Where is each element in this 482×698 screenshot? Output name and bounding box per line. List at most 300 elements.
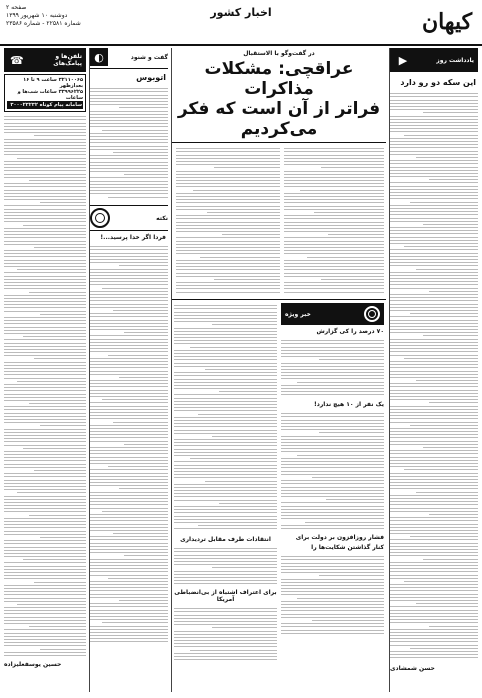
text-line — [390, 530, 478, 531]
text-line — [281, 391, 384, 392]
text-line — [390, 103, 478, 104]
text-line — [176, 171, 280, 172]
column-footer: حسین یوسفعلیزاده — [4, 661, 62, 668]
text-line — [390, 304, 478, 305]
text-line — [390, 176, 478, 177]
text-line — [4, 652, 86, 653]
text-line — [90, 597, 168, 598]
text-line — [390, 549, 478, 550]
text-line — [23, 448, 86, 449]
text-line — [108, 578, 168, 579]
text-line — [390, 371, 478, 372]
text-line — [4, 476, 86, 477]
text-line — [90, 133, 168, 134]
text-line — [174, 471, 277, 472]
text-line — [212, 627, 277, 628]
text-line — [390, 594, 478, 595]
text-line — [113, 310, 168, 311]
text-line — [390, 552, 478, 553]
text-line — [4, 333, 86, 334]
text-line — [176, 273, 280, 274]
text-line — [4, 231, 86, 232]
text-line — [4, 199, 86, 200]
text-line — [4, 256, 86, 257]
text-line — [90, 485, 168, 486]
text-line — [321, 167, 384, 168]
text-line — [390, 348, 478, 349]
text-line — [90, 171, 168, 172]
text-line — [281, 614, 384, 615]
text-line — [90, 281, 168, 282]
text-line — [390, 131, 478, 132]
text-line — [174, 555, 277, 556]
text-line — [4, 387, 86, 388]
text-line — [281, 569, 384, 570]
text-line — [281, 633, 384, 634]
text-line — [281, 528, 384, 529]
text-line — [390, 422, 478, 423]
text-line — [176, 148, 280, 149]
text-line — [4, 486, 86, 487]
special-headline-1: ۷۰ درصد را کی گزارش — [316, 328, 384, 335]
text-line — [176, 151, 280, 152]
text-line — [90, 259, 168, 260]
text-line — [390, 138, 478, 139]
text-line — [390, 192, 478, 193]
text-line — [416, 380, 478, 381]
text-line — [423, 224, 478, 225]
text-line — [281, 423, 384, 424]
text-line — [390, 125, 478, 126]
text-line — [90, 300, 168, 301]
text-line — [390, 163, 478, 164]
text-line — [307, 257, 384, 258]
note-headline: فردا اگر خدا پرسید...! — [100, 234, 166, 241]
text-line — [390, 571, 478, 572]
text-line — [4, 365, 86, 366]
text-line — [90, 460, 168, 461]
text-line — [90, 402, 168, 403]
text-line — [90, 638, 168, 639]
text-line — [4, 473, 86, 474]
text-line — [34, 135, 86, 136]
text-line — [281, 467, 384, 468]
text-line — [4, 250, 86, 251]
text-line — [90, 95, 168, 96]
text-line — [390, 173, 478, 174]
text-line — [4, 457, 86, 458]
text-line — [390, 323, 478, 324]
text-line — [4, 578, 86, 579]
text-line — [416, 269, 478, 270]
text-line — [4, 234, 86, 235]
text-line — [119, 600, 168, 601]
text-line — [390, 629, 478, 630]
text-line — [390, 437, 478, 438]
text-line — [4, 139, 86, 140]
text-line — [90, 126, 168, 127]
text-line — [281, 369, 384, 370]
text-line — [390, 278, 478, 279]
text-line — [390, 632, 478, 633]
text-line — [281, 426, 384, 427]
text-line — [281, 353, 384, 354]
text-line — [284, 177, 384, 178]
text-line — [4, 394, 86, 395]
text-line — [284, 260, 384, 261]
text-line — [390, 307, 478, 308]
text-line — [4, 116, 86, 117]
sms-line: سامانه پیام کوتاه ۳۰۰۰۲۳۲۳۲ — [7, 101, 83, 109]
text-line — [390, 466, 478, 467]
text-line — [4, 419, 86, 420]
text-line — [284, 215, 384, 216]
text-line — [390, 265, 478, 266]
text-line — [90, 406, 168, 407]
text-line — [90, 120, 168, 121]
text-line — [284, 171, 384, 172]
text-line — [174, 366, 277, 367]
text-line — [176, 186, 280, 187]
text-line — [176, 202, 280, 203]
text-line — [174, 571, 277, 572]
text-line — [174, 506, 277, 507]
text-line — [390, 501, 478, 502]
text-line — [90, 508, 168, 509]
text-line — [429, 626, 478, 627]
text-line — [390, 590, 478, 591]
text-line — [390, 332, 478, 333]
date-line: دوشنبه ۱۰ شهریور ۱۳۹۹ — [6, 12, 68, 19]
text-line — [207, 212, 280, 213]
text-line — [90, 345, 168, 346]
text-line — [281, 375, 384, 376]
text-line — [4, 126, 86, 127]
text-line — [174, 608, 277, 609]
text-line — [4, 218, 86, 219]
text-line — [390, 205, 478, 206]
text-line — [90, 641, 168, 642]
text-line — [390, 654, 478, 655]
text-line — [390, 170, 478, 171]
lower-row — [172, 303, 386, 661]
text-line — [284, 222, 384, 223]
text-line — [390, 520, 478, 521]
text-line — [4, 132, 86, 133]
text-line — [390, 606, 478, 607]
text-line — [390, 249, 478, 250]
text-line — [4, 378, 86, 379]
text-line — [174, 359, 277, 360]
text-line — [174, 318, 277, 319]
text-line — [90, 339, 168, 340]
text-line — [4, 489, 86, 490]
text-line — [390, 383, 478, 384]
text-line — [4, 228, 86, 229]
text-line — [90, 351, 168, 352]
text-line — [423, 112, 478, 113]
text-line — [404, 135, 478, 136]
text-line — [90, 418, 168, 419]
text-line — [281, 502, 384, 503]
text-line — [390, 189, 478, 190]
text-line — [281, 493, 384, 494]
text-line — [90, 139, 168, 140]
text-line — [90, 393, 168, 394]
text-line — [90, 568, 168, 569]
text-line — [4, 390, 86, 391]
text-line — [102, 511, 168, 512]
text-line — [190, 650, 277, 651]
text-line — [390, 320, 478, 321]
text-line — [4, 327, 86, 328]
text-line — [281, 445, 384, 446]
text-line — [176, 253, 280, 254]
text-line — [174, 328, 277, 329]
text-line — [174, 334, 277, 335]
text-line — [281, 572, 384, 573]
text-line — [390, 546, 478, 547]
text-line — [390, 275, 478, 276]
text-line — [4, 575, 86, 576]
text-line — [124, 332, 168, 333]
text-line — [281, 343, 384, 344]
text-line — [176, 215, 280, 216]
text-line — [90, 495, 168, 496]
text-line — [90, 284, 168, 285]
text-line — [326, 499, 384, 500]
text-line — [222, 234, 280, 235]
text-line — [410, 202, 478, 203]
text-line — [90, 117, 168, 118]
text-line — [176, 196, 280, 197]
text-line — [4, 190, 86, 191]
text-line — [176, 209, 280, 210]
text-line — [390, 482, 478, 483]
text-line — [390, 284, 478, 285]
text-line — [90, 371, 168, 372]
text-line — [90, 358, 168, 359]
text-line — [90, 517, 168, 518]
text-line — [174, 449, 277, 450]
text-line — [390, 351, 478, 352]
text-line — [174, 455, 277, 456]
lead-continued — [174, 303, 277, 661]
text-line — [176, 288, 280, 289]
text-line — [176, 225, 280, 226]
text-line — [284, 209, 384, 210]
text-line — [174, 321, 277, 322]
text-line — [90, 549, 168, 550]
text-line — [281, 378, 384, 379]
text-line — [390, 587, 478, 588]
text-line — [176, 183, 280, 184]
note-body — [90, 244, 168, 644]
text-line — [4, 429, 86, 430]
text-line — [90, 187, 168, 188]
text-line — [174, 522, 277, 523]
text-line — [4, 272, 86, 273]
text-line — [90, 275, 168, 276]
text-line — [90, 256, 168, 257]
text-line — [390, 374, 478, 375]
text-line — [174, 477, 277, 478]
text-line — [4, 441, 86, 442]
text-line — [390, 539, 478, 540]
text-line — [390, 144, 478, 145]
text-line — [198, 414, 277, 415]
text-line — [176, 250, 280, 251]
text-line — [176, 285, 280, 286]
text-line — [4, 527, 86, 528]
text-line — [34, 247, 86, 248]
text-line — [390, 485, 478, 486]
divider — [172, 299, 386, 300]
text-line — [4, 221, 86, 222]
text-line — [108, 355, 168, 356]
text-line — [29, 515, 86, 516]
text-line — [284, 231, 384, 232]
text-line — [90, 457, 168, 458]
editorial-box-header — [390, 48, 478, 72]
text-line — [176, 263, 280, 264]
special-news-box — [281, 303, 384, 661]
text-line — [214, 279, 280, 280]
text-line — [4, 432, 86, 433]
text-line — [284, 174, 384, 175]
text-line — [429, 291, 478, 292]
text-line — [90, 253, 168, 254]
text-line — [90, 635, 168, 636]
text-line — [90, 364, 168, 365]
text-line — [390, 151, 478, 152]
text-line — [174, 407, 277, 408]
special-news-label: خبر ویژه — [285, 310, 311, 318]
text-line — [174, 487, 277, 488]
text-line — [4, 276, 86, 277]
text-line — [4, 550, 86, 551]
text-line — [174, 640, 277, 641]
text-line — [390, 390, 478, 391]
text-line — [281, 512, 384, 513]
text-line — [40, 314, 86, 315]
text-line — [174, 528, 277, 529]
text-line — [390, 141, 478, 142]
text-line — [4, 645, 86, 646]
text-line — [174, 558, 277, 559]
text-line — [176, 241, 280, 242]
text-line — [297, 455, 384, 456]
text-line — [390, 208, 478, 209]
text-line — [4, 384, 86, 385]
text-line — [390, 498, 478, 499]
text-line — [4, 241, 86, 242]
text-line — [90, 177, 168, 178]
text-line — [176, 228, 280, 229]
special-headline-4: برای اعتراف اشتباه از بی‌انضباطی آمریکا — [174, 589, 277, 603]
text-line — [284, 292, 384, 293]
text-line — [390, 342, 478, 343]
text-line — [390, 473, 478, 474]
text-line — [174, 624, 277, 625]
note-icon — [90, 208, 110, 228]
special-headline-3: انتقادات طرف مقابل تردیداری — [180, 536, 271, 543]
text-line — [124, 174, 168, 175]
text-line — [90, 361, 168, 362]
text-line — [281, 429, 384, 430]
text-line — [174, 375, 277, 376]
text-line — [90, 383, 168, 384]
text-line — [390, 364, 478, 365]
text-line — [90, 482, 168, 483]
text-line — [321, 279, 384, 280]
text-line — [390, 227, 478, 228]
text-line — [23, 559, 86, 560]
dialogue-headline: اتوبوس — [136, 73, 166, 82]
text-line — [174, 420, 277, 421]
text-line — [390, 597, 478, 598]
text-line — [281, 566, 384, 567]
text-line — [90, 606, 168, 607]
text-line — [17, 492, 86, 493]
text-line — [90, 297, 168, 298]
text-line — [90, 316, 168, 317]
text-line — [390, 154, 478, 155]
text-line — [119, 107, 168, 108]
dialogue-body — [90, 86, 168, 201]
text-line — [390, 641, 478, 642]
text-line — [90, 380, 168, 381]
text-line — [4, 285, 86, 286]
text-line — [4, 496, 86, 497]
text-line — [390, 533, 478, 534]
phone-line-1: ۳۲۱۱۰۰۶۵ ساعت ۹ تا ۱۶ بعدازظهر — [23, 77, 83, 89]
special-headline-2: یک نفر از ۱۰ هیچ ندارد! — [314, 401, 384, 408]
text-line — [90, 367, 168, 368]
text-line — [219, 391, 277, 392]
column-left-middle — [89, 48, 168, 692]
text-line — [176, 260, 280, 261]
text-line — [4, 177, 86, 178]
phone-icon: ☎ — [8, 51, 26, 69]
text-line — [281, 474, 384, 475]
lead-body-col2 — [176, 146, 280, 296]
text-line — [4, 260, 86, 261]
text-line — [4, 167, 86, 168]
text-line — [281, 350, 384, 351]
text-line — [284, 199, 384, 200]
text-line — [4, 397, 86, 398]
text-line — [4, 499, 86, 500]
text-line — [281, 420, 384, 421]
text-line — [390, 367, 478, 368]
text-line — [390, 310, 478, 311]
text-line — [4, 164, 86, 165]
text-line — [174, 512, 277, 513]
text-line — [4, 320, 86, 321]
text-line — [4, 547, 86, 548]
special-headline-6: کنار گذاشتن شکایت‌ها را — [311, 544, 384, 551]
text-line — [390, 616, 478, 617]
text-line — [4, 212, 86, 213]
text-line — [90, 246, 168, 247]
text-line — [174, 401, 277, 402]
text-line — [4, 655, 86, 656]
text-line — [90, 473, 168, 474]
masthead — [0, 0, 482, 46]
text-line — [423, 335, 478, 336]
text-line — [174, 461, 277, 462]
